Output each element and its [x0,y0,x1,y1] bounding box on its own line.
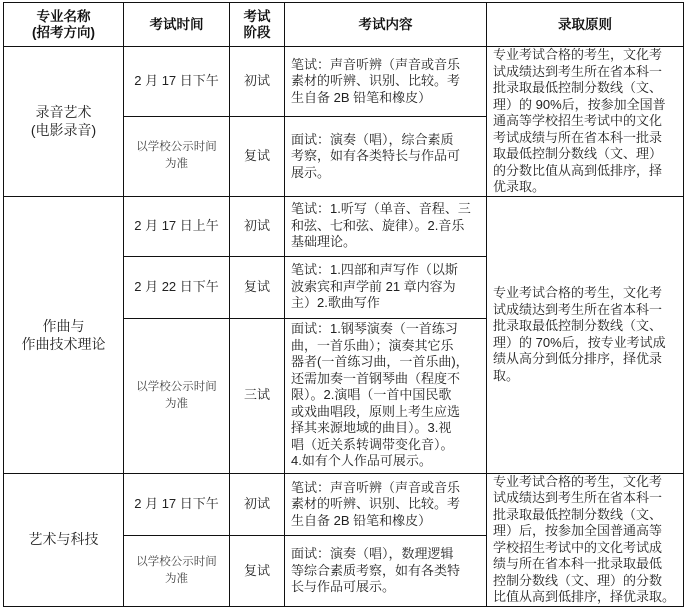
exam-stage: 复试 [230,536,285,606]
exam-content: 面试：1.钢琴演奏（一首练习 曲，一首乐曲）；演奏其它乐 器者(一首练习曲，一首乐曲)， 还需加奏一首钢琴曲（程度不 限）。2.演唱（一首中国民歌 或戏曲唱段，原则上考生应选 择其来源地域的曲目）。3.视 唱（近关系转调带变化音）。 4.如有个人作品可展示。 [285,318,487,473]
admission-rule: 专业考试合格的考生，文化考 试成绩达到考生所在省本科一 批录取最低控制分数线（文、 理）的 90%后，按参加全国普 通高等学校招生考试中的文化 考试成绩与所在省本科一批录 取最低控制分数线（文、理） 的分数比值从高到低排序，择 优录取。 [487,47,684,197]
table-row [4,196,684,256]
table-row [4,473,684,536]
exam-stage: 三试 [230,318,285,473]
exam-time: 以学校公示时间 为准 [124,117,230,196]
major-cell: 艺术与科技 [4,473,124,606]
admission-rule: 专业考试合格的考生，文化考 试成绩达到考生所在省本科一 批录取最低控制分数线（文、 理）后，按参加全国普通高等 学校招生考试中的文化考试成 绩与所在省本科一批录取最低 控制分数线（文、理）的分数 比值从高到低排序，择优录取。 [487,473,684,606]
exam-content: 笔试：声音听辨（声音或音乐 素材的听辨、识别、比较。考 生自备 2B 铅笔和橡皮） [285,47,487,117]
header-time: 考试时间 [124,3,230,47]
exam-content: 面试：演奏（唱），综合素质 考察，如有各类特长与作品可 展示。 [285,117,487,196]
exam-stage: 初试 [230,473,285,536]
exam-content: 面试：演奏（唱），数理逻辑 等综合素质考察，如有各类特 长与作品可展示。 [285,536,487,606]
exam-content: 笔试：1.听写（单音、音程、三 和弦、七和弦、旋律）。2.音乐 基础理论。 [285,196,487,256]
table-row [4,47,684,117]
admission-rule: 专业考试合格的考生，文化考 试成绩达到考生所在省本科一 批录取最低控制分数线（文、 理）的 70%后，按专业考试成 绩从高分到低分排序，择优录 取。 [487,196,684,473]
exam-content: 笔试：声音听辨（声音或音乐 素材的听辨、识别、比较。考 生自备 2B 铅笔和橡皮） [285,473,487,536]
exam-time: 2 月 17 日上午 [124,196,230,256]
exam-stage: 初试 [230,196,285,256]
exam-time: 以学校公示时间 为准 [124,536,230,606]
header-content: 考试内容 [285,3,487,47]
exam-time: 以学校公示时间 为准 [124,318,230,473]
admission-exam-table [3,2,684,607]
major-cell: 录音艺术 (电影录音) [4,47,124,197]
exam-stage: 复试 [230,117,285,196]
exam-time: 2 月 17 日下午 [124,47,230,117]
exam-content: 笔试：1.四部和声写作（以斯 波索宾和声学前 21 章内容为 主）2.歌曲写作 [285,256,487,318]
exam-stage: 初试 [230,47,285,117]
exam-time: 2 月 22 日下午 [124,256,230,318]
header-major: 专业名称 (招考方向) [4,3,124,47]
header-stage: 考试 阶段 [230,3,285,47]
major-cell: 作曲与 作曲技术理论 [4,196,124,473]
exam-time: 2 月 17 日下午 [124,473,230,536]
header-row [4,3,684,47]
header-rule: 录取原则 [487,3,684,47]
exam-stage: 复试 [230,256,285,318]
